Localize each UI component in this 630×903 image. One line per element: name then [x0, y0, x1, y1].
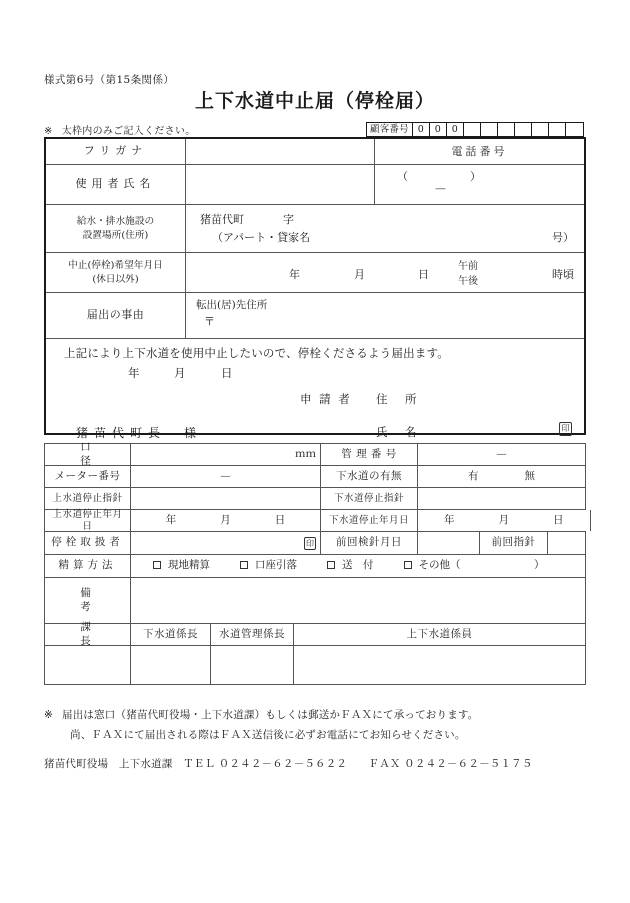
last-reading-label: 前回指針 — [480, 532, 548, 554]
sewer-stop-reading-label: 下水道停止指針 — [321, 488, 418, 509]
signature-cell-water-chief[interactable] — [211, 646, 294, 684]
settlement-option-label: 送 付 — [342, 559, 374, 572]
declaration-text: 上記により上下水道を使用中止したいので、停栓くださるよう届出ます。 — [64, 346, 449, 360]
sewer-stop-date-input[interactable] — [418, 510, 591, 531]
handler-label: 停栓取扱者 — [45, 532, 131, 554]
last-reading-input[interactable] — [548, 532, 586, 554]
control-number-label: 管 理 番 号 — [321, 444, 418, 465]
note-mark: ※ — [44, 126, 53, 137]
sewer-exists-options[interactable] — [418, 466, 586, 487]
sewer-yes-option[interactable]: 有 — [468, 469, 479, 482]
phone-close-paren: ） — [470, 170, 481, 183]
am-option[interactable]: 午前 — [458, 261, 478, 272]
settlement-option-direct-debit[interactable] — [240, 559, 297, 572]
main-form-box — [44, 137, 586, 440]
table-row — [45, 488, 586, 510]
control-number-value[interactable]: — — [418, 444, 586, 465]
handler-input[interactable] — [131, 532, 321, 554]
day-unit: 日 — [274, 513, 286, 526]
settlement-option-label: その他（ ） — [418, 559, 545, 572]
signature-column-sewer-chief: 下水道係長 — [131, 624, 211, 645]
stop-date-label-line1: 中止(停栓)希望年月日 — [68, 260, 163, 272]
last-reading-date-input[interactable] — [418, 532, 480, 554]
signature-column-water-chief: 水道管理係長 — [211, 624, 294, 645]
declaration-month: 月 — [174, 366, 186, 380]
facility-label-line1: 給水・排水施設の — [76, 216, 155, 228]
facility-address-label — [46, 205, 186, 252]
remarks-input[interactable] — [131, 578, 586, 623]
table-row — [45, 510, 586, 532]
diameter-input[interactable] — [131, 444, 321, 465]
diameter-unit: ｍｍ — [295, 447, 316, 460]
checkbox-icon[interactable] — [153, 561, 161, 569]
phone-open-paren: （ — [397, 170, 408, 183]
month-unit: 月 — [220, 513, 231, 526]
row-stop-date — [46, 253, 584, 293]
stop-date-label-line2: (休日以外) — [92, 273, 139, 285]
signature-cell-staff[interactable] — [294, 646, 586, 684]
signature-column-section-chief: 課 長 — [45, 624, 131, 645]
facility-address-input[interactable] — [186, 205, 584, 252]
footer-line1-text: 届出は窓口（猪苗代町役場・上下水道課）もしくは郵送かＦＡＸにて承っております。 — [62, 709, 479, 721]
declaration-year: 年 — [128, 366, 140, 380]
table-row — [45, 441, 586, 467]
footer-contact: 猪苗代町役場 上下水道課 ＴＥＬ ０２４２－６２－５６２２ ＦＡＸ ０２４２－６２－５１７５ — [44, 757, 533, 770]
footer-mark: ※ — [44, 709, 53, 721]
customer-number-digit[interactable] — [498, 123, 515, 136]
meter-number-value[interactable]: — — [131, 466, 321, 487]
facility-label-line2: 設置場所(住所) — [82, 229, 149, 241]
settlement-option-onsite[interactable] — [153, 559, 210, 572]
furigana-input[interactable] — [186, 139, 374, 164]
month-unit: 月 — [498, 513, 509, 526]
signature-cell-sewer-chief[interactable] — [131, 646, 211, 684]
note-text: 太枠内のみご記入ください。 — [61, 126, 196, 137]
phone-dash: — — [435, 182, 446, 195]
signature-entry-row — [45, 646, 586, 685]
facility-town: 猪苗代町 — [200, 213, 244, 226]
day-unit: 日 — [553, 513, 564, 526]
facility-aza: 字 — [283, 213, 294, 226]
sewer-no-option[interactable]: 無 — [524, 469, 535, 482]
remarks-label: 備 考 — [45, 578, 131, 623]
customer-number-digit[interactable]: 0 — [447, 123, 464, 136]
customer-number-digit[interactable] — [566, 123, 583, 136]
diameter-label: 口 径 — [45, 444, 131, 465]
customer-number-label: 顧客番号 — [367, 123, 413, 136]
signature-header-row — [45, 621, 586, 647]
row-furigana — [46, 139, 584, 165]
row-reason — [46, 293, 584, 339]
phone-number-input[interactable] — [374, 165, 584, 204]
footer-note-1 — [44, 706, 589, 726]
customer-number-digit[interactable]: 0 — [430, 123, 447, 136]
water-stop-reading-input[interactable] — [131, 488, 321, 509]
settlement-option-label: 現地精算 — [168, 559, 210, 572]
seal-icon: 印 — [559, 422, 572, 436]
form-number: 様式第6号（第15条関係） — [44, 74, 175, 86]
meter-number-label: メーター番号 — [45, 466, 131, 487]
customer-number-digit[interactable] — [532, 123, 549, 136]
customer-number-digit[interactable] — [481, 123, 498, 136]
reason-label: 届出の事由 — [46, 293, 186, 338]
table-row — [45, 532, 586, 555]
signature-cell-section-chief[interactable] — [45, 646, 131, 684]
table-row — [45, 578, 586, 624]
facility-apartment-label: （アパート・貸家名 — [212, 231, 311, 244]
pm-option[interactable]: 午後 — [458, 276, 478, 287]
table-row — [45, 555, 586, 578]
settlement-method-options — [131, 555, 586, 577]
stop-date-input[interactable] — [186, 253, 584, 292]
customer-number-digit[interactable] — [464, 123, 481, 136]
declaration-day: 日 — [221, 366, 233, 380]
row-facility-address — [46, 205, 584, 253]
signature-column-staff: 上下水道係員 — [294, 624, 586, 645]
customer-number-digit[interactable] — [515, 123, 532, 136]
reason-input[interactable] — [186, 293, 584, 338]
stop-date-label — [46, 253, 186, 292]
sewer-stop-date-label: 下水道停止年月日 — [321, 510, 418, 531]
fill-instruction — [44, 122, 196, 137]
phone-number-label: 電話番号 — [374, 139, 584, 164]
sewer-exists-label: 下水道の有無 — [321, 466, 418, 487]
settlement-option-mail[interactable] — [327, 559, 374, 572]
checkbox-icon[interactable] — [404, 561, 412, 569]
footer-notes — [44, 706, 589, 771]
customer-number-strip — [366, 122, 584, 137]
applicant-name-label: 氏 名 — [376, 425, 420, 439]
page-title: 上下水道中止届（停栓届） — [194, 90, 435, 112]
year-unit: 年 — [444, 513, 455, 526]
hour-unit: 時頃 — [552, 268, 574, 281]
customer-number-digit[interactable] — [549, 123, 566, 136]
footer-note-2 — [44, 726, 589, 746]
admin-table — [44, 443, 586, 685]
year-unit: 年 — [165, 513, 177, 526]
year-unit: 年 — [289, 268, 300, 281]
water-stop-date-input[interactable] — [131, 510, 321, 531]
water-stop-reading-label: 上水道停止指針 — [45, 488, 131, 509]
sewer-stop-reading-input[interactable] — [418, 488, 586, 509]
move-out-address-label: 転出(居)先住所 — [196, 299, 268, 311]
checkbox-icon[interactable] — [327, 561, 335, 569]
settlement-method-label: 精算方法 — [45, 555, 131, 577]
table-row — [45, 466, 586, 488]
facility-room-number-label: 号） — [552, 231, 574, 244]
water-stop-date-label: 上水道停止年月日 — [45, 510, 131, 531]
seal-icon: 印 — [306, 538, 314, 548]
customer-number-digit[interactable]: 0 — [413, 123, 430, 136]
mayor-addressee: 猪苗代町長 様 — [76, 426, 203, 440]
declaration-block — [46, 339, 584, 440]
applicant-address-label: 住 所 — [376, 392, 420, 406]
day-unit: 日 — [418, 268, 429, 281]
footer-line2-text: 尚、ＦＡＸにて届出される際はＦＡＸ送信後に必ずお電話にてお知らせください。 — [70, 728, 466, 741]
last-reading-date-label: 前回検針月日 — [321, 532, 418, 554]
row-user-name — [46, 165, 584, 205]
postal-code-icon: 〒 — [204, 315, 215, 328]
settlement-option-other[interactable] — [404, 559, 545, 572]
furigana-label: フリガナ — [46, 139, 186, 164]
user-name-input[interactable] — [186, 165, 374, 204]
applicant-label: 申 請 者 — [300, 392, 352, 406]
user-name-label: 使用者氏名 — [46, 165, 186, 204]
month-unit: 月 — [354, 268, 365, 281]
checkbox-icon[interactable] — [240, 561, 248, 569]
settlement-option-label: 口座引落 — [255, 559, 297, 572]
